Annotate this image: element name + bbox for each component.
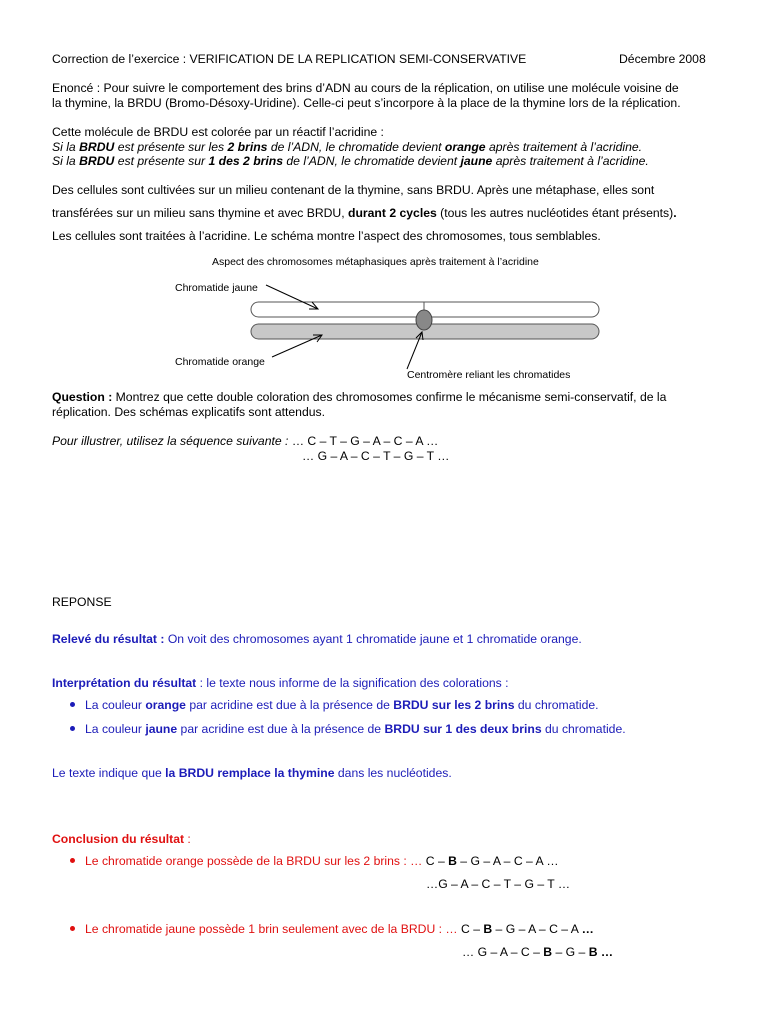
header-date: Décembre 2008 [619,52,706,66]
centromere [416,310,432,330]
releve-line: Relevé du résultat : On voit des chromosomes ayant 1 chromatide jaune et 1 chromatide orange. [52,632,582,646]
interpretation-line: Interprétation du résultat : le texte nous informe de la signification des colorations : [52,676,509,690]
coloration-yellow-rule: Si la BRDU est présente sur 1 des 2 brins de l’ADN, le chromatide devient jaune après traitement à l’acridine. [52,154,649,168]
bullet-dot [70,858,75,863]
figure-title: Aspect des chromosomes métaphasiques après traitement à l’acridine [212,256,539,268]
interp-bullet-orange: La couleur orange par acridine est due à la présence de BRDU sur les 2 brins du chromatide. [85,698,599,712]
coloration-intro: Cette molécule de BRDU est colorée par un réactif l’acridine : [52,125,384,139]
sequence-line-1: Pour illustrer, utilisez la séquence suivante : … C – T – G – A – C – A … [52,434,439,448]
cultures-line-1: Des cellules sont cultivées sur un milieu contenant de la thymine, sans BRDU. Après une métaphase, elles sont [52,183,655,197]
label-chromatide-jaune: Chromatide jaune [175,282,258,294]
conclusion-jaune-strand-2: … G – A – C – B – G – B … [462,945,614,959]
label-centromere: Centromère reliant les chromatides [407,369,571,381]
question-line-1: Question : Montrez que cette double coloration des chromosomes confirme le mécanisme semi-conservatif, de la [52,390,667,404]
question-line-2: réplication. Des schémas explicatifs sont attendus. [52,405,325,419]
conclusion-orange-line: Le chromatide orange possède de la BRDU sur les 2 brins : … C – B – G – A – C – A … [85,854,559,868]
cultures-line-2: transférées sur un milieu sans thymine et avec BRDU, durant 2 cycles (tous les autres nucléotides étant présents). [52,206,677,220]
interp-bullet-jaune: La couleur jaune par acridine est due à la présence de BRDU sur 1 des deux brins du chromatide. [85,722,626,736]
bullet-dot [70,926,75,931]
sequence-line-2: … G – A – C – T – G – T … [302,449,450,463]
coloration-orange-rule: Si la BRDU est présente sur les 2 brins de l’ADN, le chromatide devient orange après traitement à l’acridine. [52,140,643,154]
conclusion-orange-strand-2: …G – A – C – T – G – T … [426,877,571,891]
label-chromatide-orange: Chromatide orange [175,356,265,368]
conclusion-jaune-line: Le chromatide jaune possède 1 brin seulement avec de la BRDU : … C – B – G – A – C – A … [85,922,594,936]
cultures-line-3: Les cellules sont traitées à l’acridine. Le schéma montre l’aspect des chromosomes, tous semblables. [52,229,601,243]
bullet-dot [70,726,75,731]
bullet-dot [70,702,75,707]
enonce-line-2: la thymine, la BRDU (Bromo-Désoxy-Uridine). Celle-ci peut s’incorpore à la place de la thymine lors de la réplication. [52,96,681,110]
conclusion-title: Conclusion du résultat : [52,832,191,846]
enonce-line-1: Enoncé : Pour suivre le comportement des brins d’ADN au cours de la réplication, on utilise une molécule voisine de [52,81,679,95]
texte-indique-line: Le texte indique que la BRDU remplace la thymine dans les nucléotides. [52,766,452,780]
header-title: Correction de l’exercice : VERIFICATION DE LA REPLICATION SEMI-CONSERVATIVE [52,52,527,66]
reponse-title: REPONSE [52,595,112,609]
